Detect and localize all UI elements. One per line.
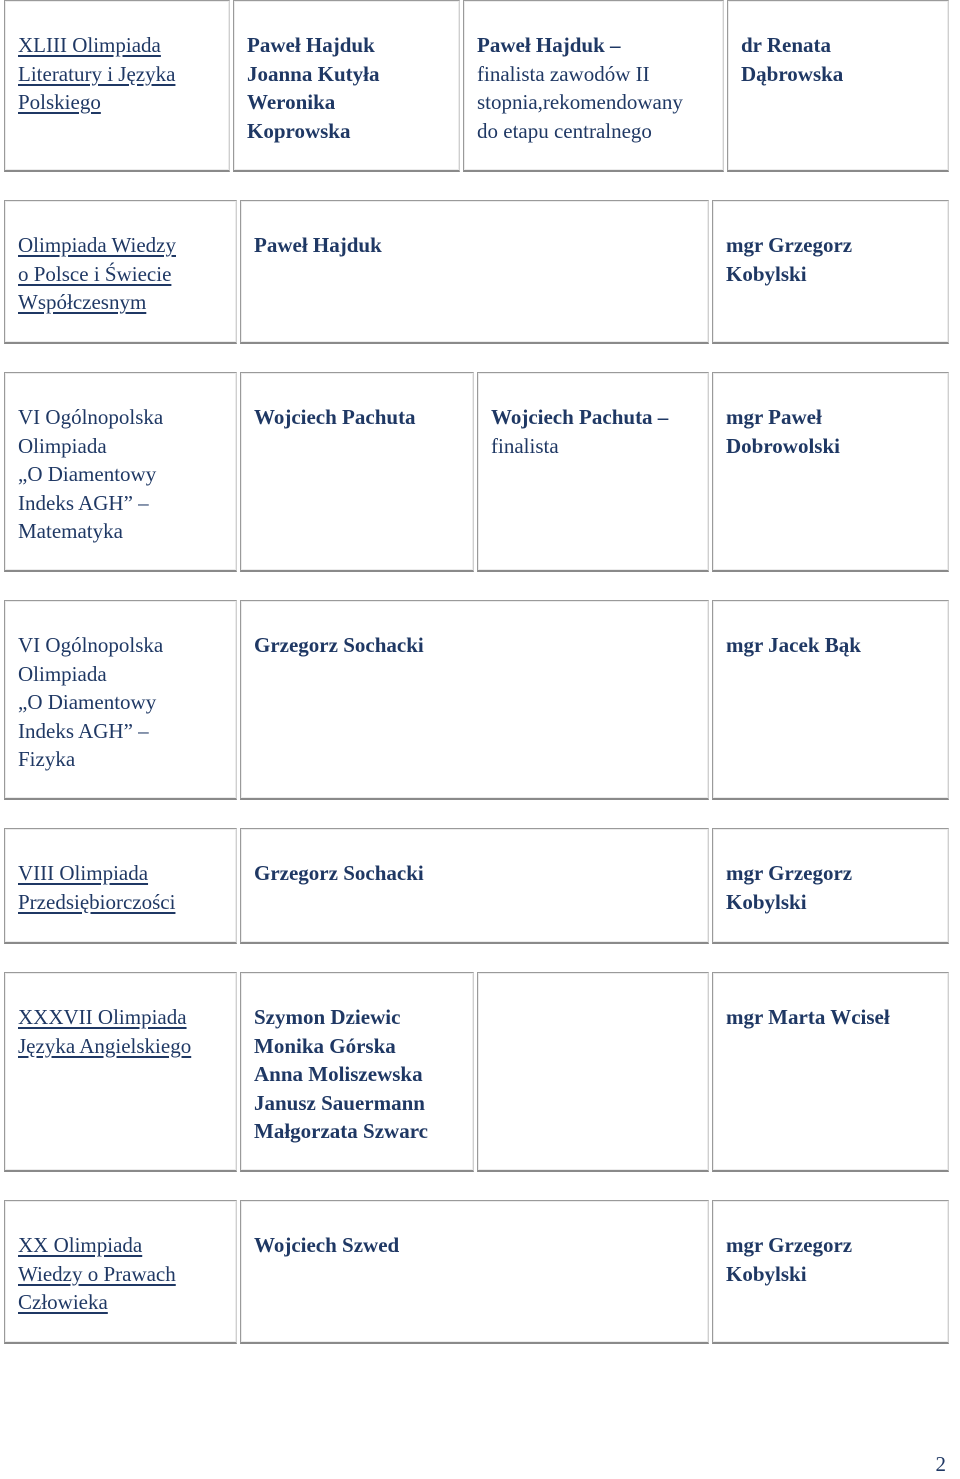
participant-name: Paweł Hajduk — [247, 33, 375, 57]
teacher-cell — [712, 972, 949, 1172]
teacher-cell — [727, 0, 949, 172]
olympiad-name-line: Indeks AGH” – — [18, 718, 149, 743]
participants-cell — [240, 1200, 709, 1344]
participant-name: Weronika — [247, 90, 336, 114]
teacher-name: mgr Jacek Bąk — [726, 633, 861, 657]
olympiad-name-line: VIII Olimpiada — [18, 861, 149, 885]
olympiad-name-line: Olimpiada Wiedzy — [18, 233, 176, 257]
olympiad-name-line: Polskiego — [18, 90, 101, 114]
teacher-cell — [712, 200, 949, 344]
table-row — [4, 1200, 949, 1344]
olympiad-name-line: Matematyka — [18, 519, 123, 543]
achievement-name: Paweł Hajduk – — [477, 33, 621, 57]
achievement-cell — [477, 972, 709, 1172]
olympiad-name-line: „O Diamentowy — [18, 462, 157, 486]
participants-cell — [240, 600, 709, 800]
olympiad-cell — [4, 372, 237, 572]
teacher-cell — [712, 1200, 949, 1344]
olympiad-name-line: VI Ogólnopolska — [18, 405, 164, 429]
participants-cell — [240, 972, 474, 1172]
participants-cell — [233, 0, 460, 172]
teacher-name: Dąbrowska — [741, 61, 844, 86]
teacher-name: Dobrowolski — [726, 433, 840, 458]
teacher-name: Kobylski — [726, 1261, 807, 1286]
participant-name: Paweł Hajduk — [254, 233, 382, 257]
table-row — [4, 200, 949, 344]
page-number: 2 — [935, 1452, 946, 1476]
teacher-name: Kobylski — [726, 261, 807, 286]
olympiad-cell — [4, 828, 237, 944]
olympiad-name-line: Fizyka — [18, 747, 76, 771]
teacher-name: mgr Grzegorz — [726, 1233, 853, 1257]
olympiad-name-line: Współczesnym — [18, 290, 147, 314]
table-row — [4, 372, 949, 572]
olympiad-name-line: Olimpiada — [18, 433, 107, 458]
achievement-desc: stopnia,rekomendowany — [477, 90, 683, 114]
olympiad-cell — [4, 200, 237, 344]
achievement-name: Wojciech Pachuta – — [491, 405, 669, 429]
teacher-cell — [712, 828, 949, 944]
participant-name: Grzegorz Sochacki — [254, 861, 424, 885]
participant-name: Szymon Dziewic — [254, 1005, 401, 1029]
participants-cell — [240, 828, 709, 944]
participant-name: Koprowska — [247, 118, 351, 143]
achievement-desc: finalista — [491, 433, 559, 458]
participants-cell — [240, 372, 474, 572]
achievement-desc: finalista zawodów II — [477, 61, 650, 86]
olympiad-cell — [4, 972, 237, 1172]
participant-name: Grzegorz Sochacki — [254, 633, 424, 657]
olympiad-name-line: XLIII Olimpiada — [18, 33, 161, 57]
olympiad-name-line: XXXVII Olimpiada — [18, 1005, 187, 1029]
table-row — [4, 600, 949, 800]
olympiad-name-line: Literatury i Języka — [18, 61, 176, 86]
teacher-name: dr Renata — [741, 33, 832, 57]
olympiad-name-line: Języka Angielskiego — [18, 1033, 192, 1058]
olympiad-cell — [4, 1200, 237, 1344]
teacher-name: Kobylski — [726, 889, 807, 914]
participant-name: Monika Górska — [254, 1033, 396, 1058]
achievement-cell — [463, 0, 724, 172]
participant-name: Janusz Sauermann — [254, 1090, 425, 1115]
achievement-cell — [477, 372, 709, 572]
olympiad-name-line: XX Olimpiada — [18, 1233, 143, 1257]
olympiad-name-line: Indeks AGH” – — [18, 490, 149, 515]
table-row — [4, 972, 949, 1172]
olympiad-name-line: o Polsce i Świecie — [18, 261, 172, 286]
table-row — [4, 828, 949, 944]
participants-cell — [240, 200, 709, 344]
participant-name: Joanna Kutyła — [247, 61, 380, 86]
participant-name: Wojciech Szwed — [254, 1233, 400, 1257]
teacher-name: mgr Paweł — [726, 405, 822, 429]
olympiad-name-line: Przedsiębiorczości — [18, 889, 176, 914]
teacher-cell — [712, 372, 949, 572]
participant-name: Anna Moliszewska — [254, 1062, 423, 1086]
olympiad-name-line: Człowieka — [18, 1290, 108, 1314]
teacher-cell — [712, 600, 949, 800]
olympiad-name-line: Olimpiada — [18, 661, 107, 686]
teacher-name: mgr Grzegorz — [726, 861, 853, 885]
participant-name: Wojciech Pachuta — [254, 405, 416, 429]
table-row — [4, 0, 949, 172]
achievement-desc: do etapu centralnego — [477, 118, 652, 143]
olympiad-name-line: „O Diamentowy — [18, 690, 157, 714]
teacher-name: mgr Marta Wciseł — [726, 1005, 890, 1029]
teacher-name: mgr Grzegorz — [726, 233, 853, 257]
olympiad-cell — [4, 0, 230, 172]
olympiad-cell — [4, 600, 237, 800]
olympiad-name-line: Wiedzy o Prawach — [18, 1261, 176, 1286]
olympiad-name-line: VI Ogólnopolska — [18, 633, 164, 657]
participant-name: Małgorzata Szwarc — [254, 1119, 428, 1143]
